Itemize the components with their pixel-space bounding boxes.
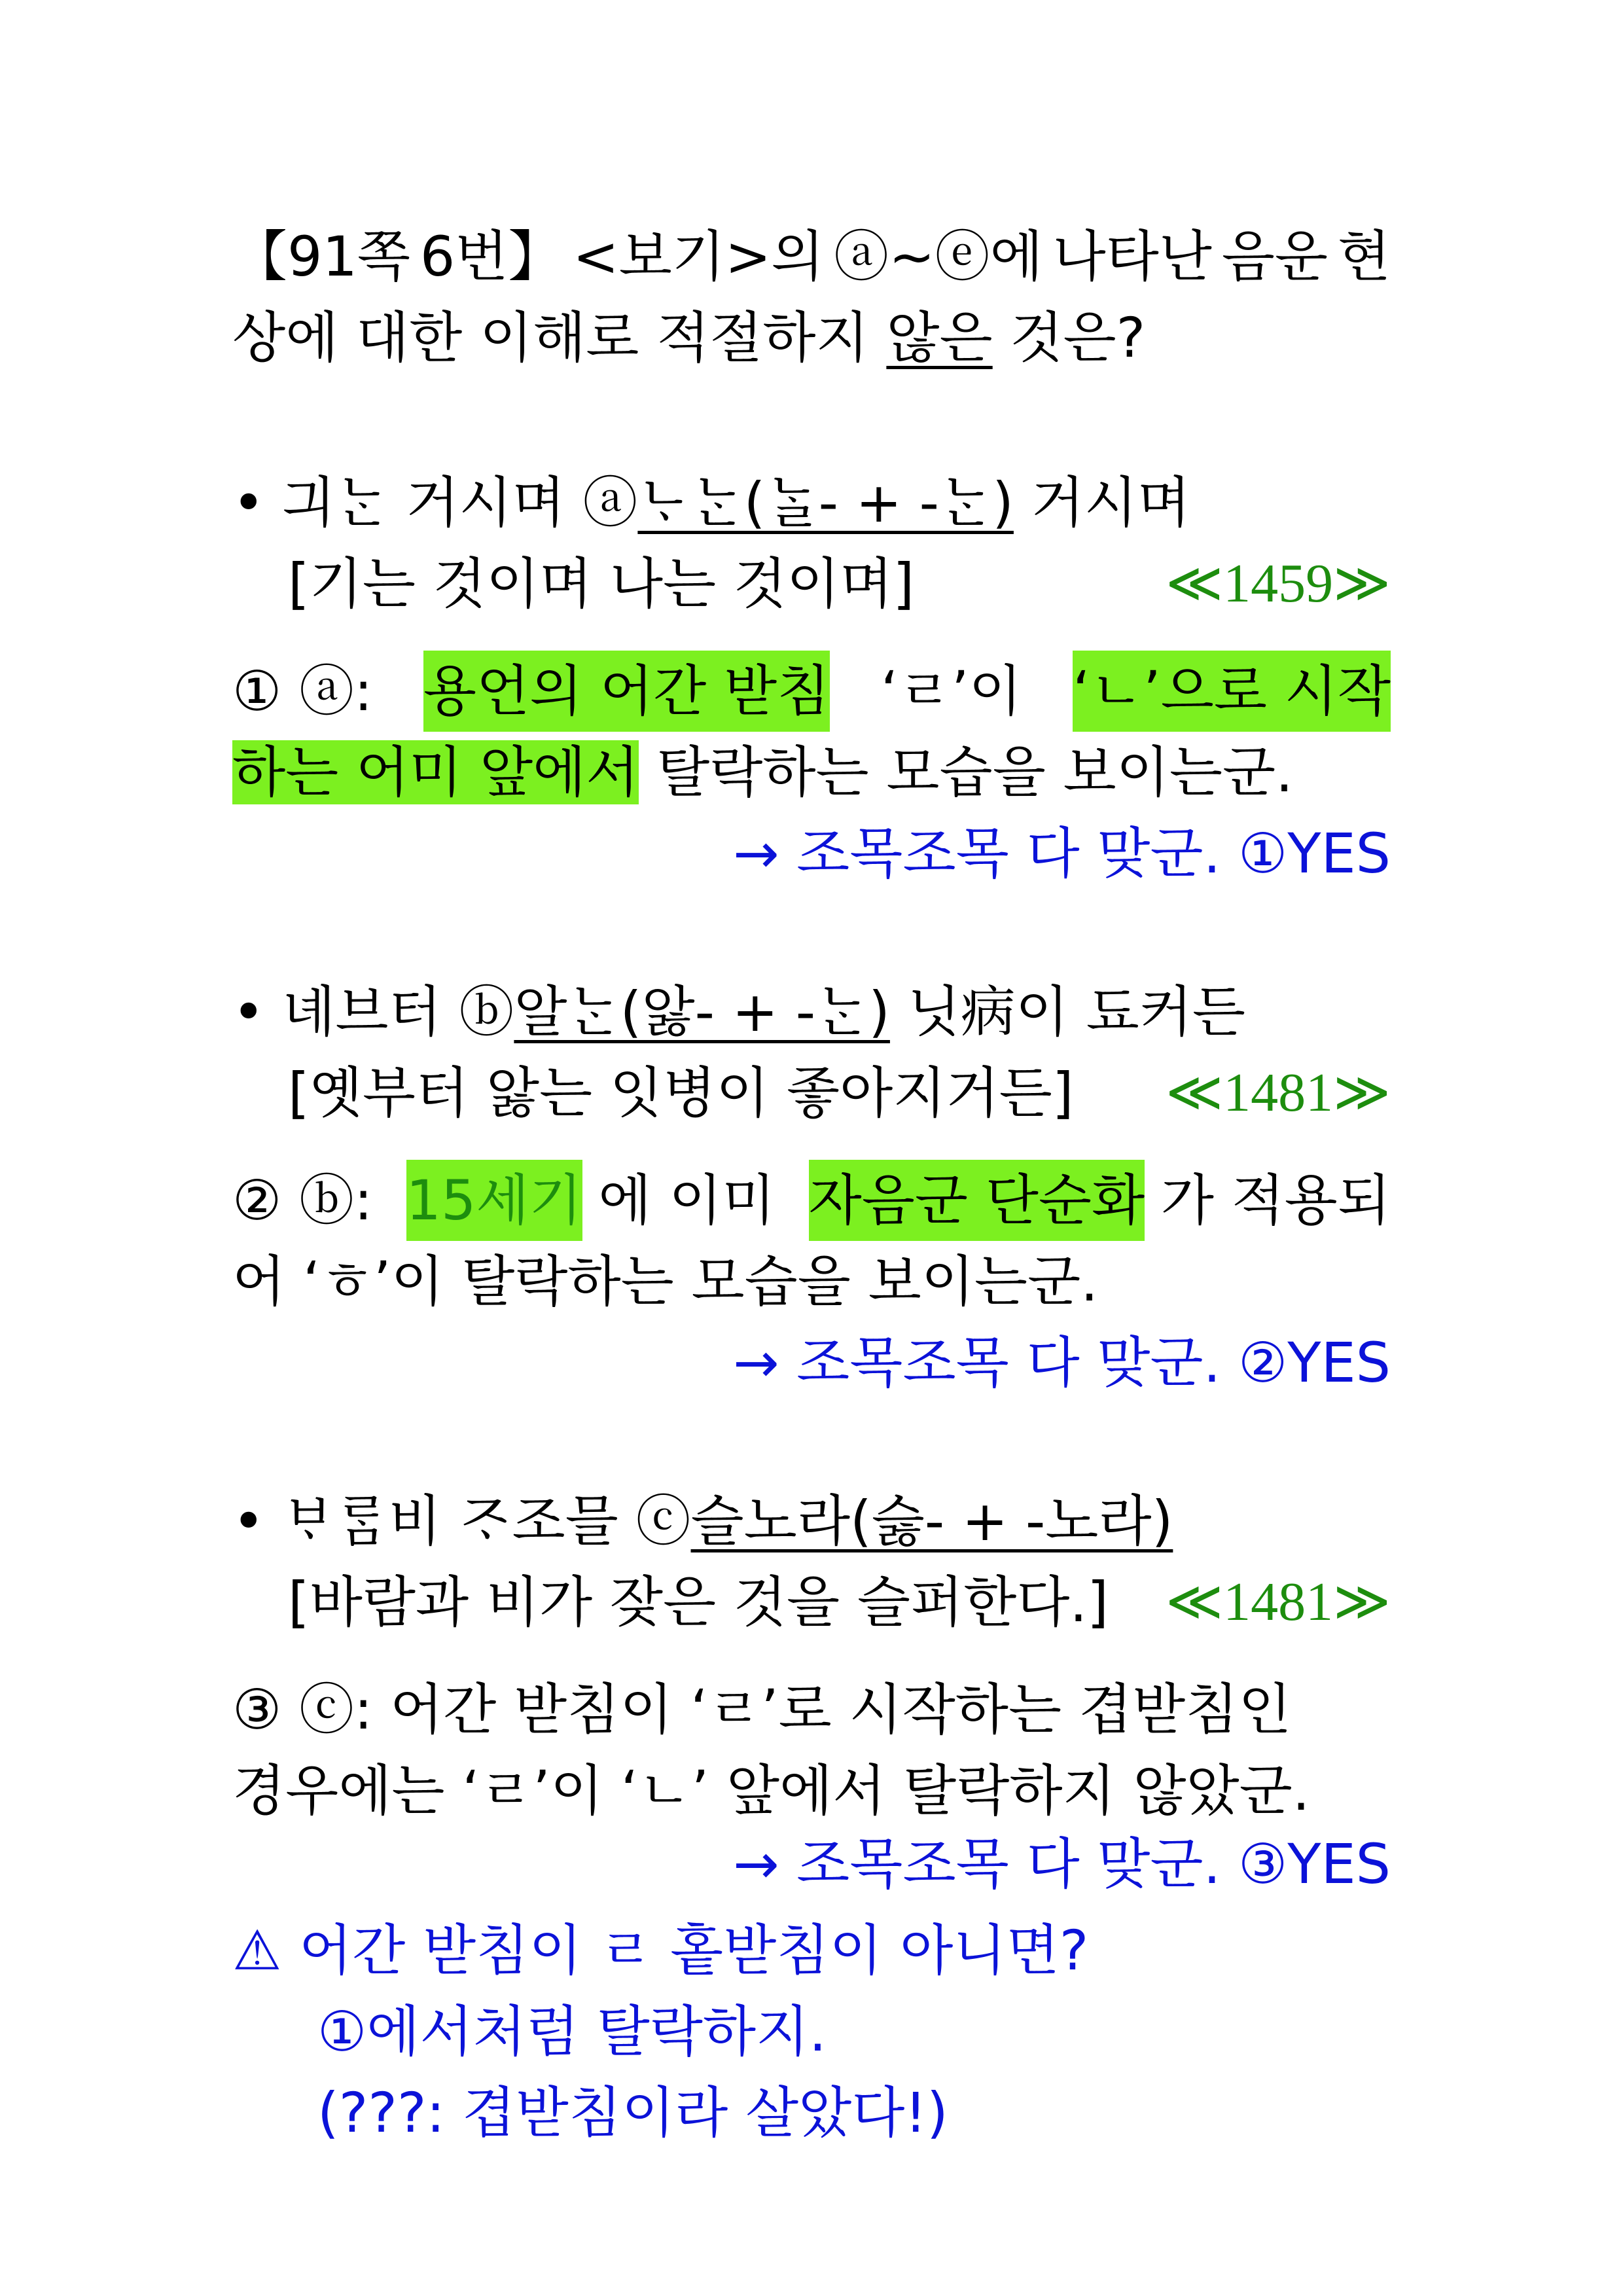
question-word: 현 — [1337, 224, 1391, 289]
statement-line-2 — [232, 1750, 1391, 1831]
warning-note — [232, 1910, 1391, 2153]
question-word: 【91쪽 — [232, 224, 411, 289]
example-text: ᄇᆞᄅᆞᆷ비 ᄌᆞ조믈 ⓒ — [282, 1489, 691, 1553]
example-text: 녜브터 ⓑ — [282, 980, 514, 1044]
statement-line-2 — [232, 1241, 1391, 1322]
gloss-line — [232, 1052, 1391, 1134]
gloss: [옛부터 앓는 잇병이 좋아지거든] — [288, 1061, 1074, 1125]
item-3 — [232, 1480, 1391, 1897]
question-underlined-word: 않은 — [886, 306, 993, 370]
example-underlined: ᄂᆞᄂᆞᆫ(ᄂᆞᆯ- + -ᄂᆞᆫ) — [637, 471, 1014, 535]
warning-line-3 — [232, 2072, 1391, 2153]
statement-part: ② ⓑ: — [232, 1168, 391, 1232]
source-ref: ≪1481≫ — [1166, 1062, 1391, 1123]
answer: → 조목조목 다 맞군. ③YES — [733, 1832, 1391, 1896]
gloss: [바람과 비가 잦은 것을 슬퍼한다.] — [288, 1570, 1109, 1634]
warning-text: 어간 받침이 ㄹ 홑받침이 아니면? — [299, 1918, 1089, 1982]
statement-part: ‘ㄹ’이 — [863, 659, 1040, 723]
example-text: 거시며 — [1013, 471, 1191, 535]
example-sentence — [232, 971, 1391, 1052]
statement-line-1 — [232, 1669, 1391, 1750]
bullet: • — [232, 1489, 265, 1553]
statement-part: ① ⓐ: — [232, 659, 391, 723]
statement-part: 탈락하는 모습을 보이는군. — [639, 740, 1293, 804]
statement-line-1 — [232, 651, 1391, 732]
example-text: 닛病이 됴커든 — [889, 980, 1246, 1044]
warning-text: (???: 겹받침이라 살았다!) — [317, 2081, 948, 2145]
question-word: <보기>의 — [573, 224, 825, 289]
statement-part: 에 이미 — [598, 1168, 793, 1232]
example-sentence — [232, 462, 1391, 543]
source-ref: ≪1459≫ — [1166, 553, 1391, 614]
statement-part: 경우에는 ‘ㄹ’이 ‘ㄴ’ 앞에서 탈락하지 않았군. — [232, 1759, 1310, 1823]
item-1 — [232, 462, 1391, 894]
statement-part: 가 적용되 — [1160, 1168, 1391, 1232]
bullet: • — [232, 471, 265, 535]
question-word: 6번】 — [419, 224, 563, 289]
statement-highlight: 용언의 어간 받침 — [423, 651, 830, 732]
question-text: 것은? — [992, 306, 1146, 370]
statement-line-1 — [232, 1160, 1391, 1241]
answer-line — [232, 1831, 1391, 1897]
answer-line — [232, 1322, 1391, 1403]
source-ref: ≪1481≫ — [1166, 1571, 1391, 1632]
gloss: [기는 것이며 나는 것이며] — [288, 552, 915, 616]
item-2 — [232, 971, 1391, 1403]
example-underlined: 슬노라(슳- + -노라) — [690, 1489, 1173, 1553]
warning-icon: ⚠ — [232, 1918, 282, 1982]
answer: → 조목조목 다 맞군. ②YES — [733, 1331, 1391, 1395]
question-line-2 — [232, 297, 1391, 378]
gloss-line — [232, 543, 1391, 624]
question-word: ⓐ~ⓔ에 — [834, 224, 1043, 289]
warning-text: ①에서처럼 탈락하지. — [317, 2000, 827, 2064]
statement-part: 어 ‘ㅎ’이 탈락하는 모습을 보이는군. — [232, 1249, 1098, 1314]
document-page — [232, 216, 1391, 2153]
statement-part: ③ ⓒ: 어간 받침이 ‘ㄹ’로 시작하는 겹받침인 — [232, 1677, 1292, 1742]
question-word: 음운 — [1221, 224, 1328, 289]
bullet: • — [232, 980, 265, 1044]
answer: → 조목조목 다 맞군. ①YES — [733, 821, 1391, 886]
gloss-line — [232, 1562, 1391, 1643]
answer-line — [232, 813, 1391, 894]
warning-line-1 — [232, 1910, 1391, 1991]
warning-line-2 — [232, 1991, 1391, 2072]
example-sentence — [232, 1480, 1391, 1562]
statement-highlight: 자음군 단순화 — [809, 1160, 1145, 1241]
statement-highlight: ‘ㄴ’으로 시작 — [1073, 651, 1391, 732]
statement-line-2 — [232, 732, 1391, 813]
question-word: 나타난 — [1052, 224, 1212, 289]
statement-highlight: 하는 어미 앞에서 — [232, 740, 639, 804]
example-underlined: 알ᄂᆞᆫ(앓- + -ᄂᆞᆫ) — [514, 980, 890, 1044]
question-line-1 — [232, 216, 1391, 297]
question-text: 상에 대한 이해로 적절하지 — [232, 306, 887, 370]
statement-highlight: 15세기 — [406, 1160, 582, 1241]
example-text: 긔ᄂᆞᆫ 거시며 ⓐ — [282, 471, 638, 535]
